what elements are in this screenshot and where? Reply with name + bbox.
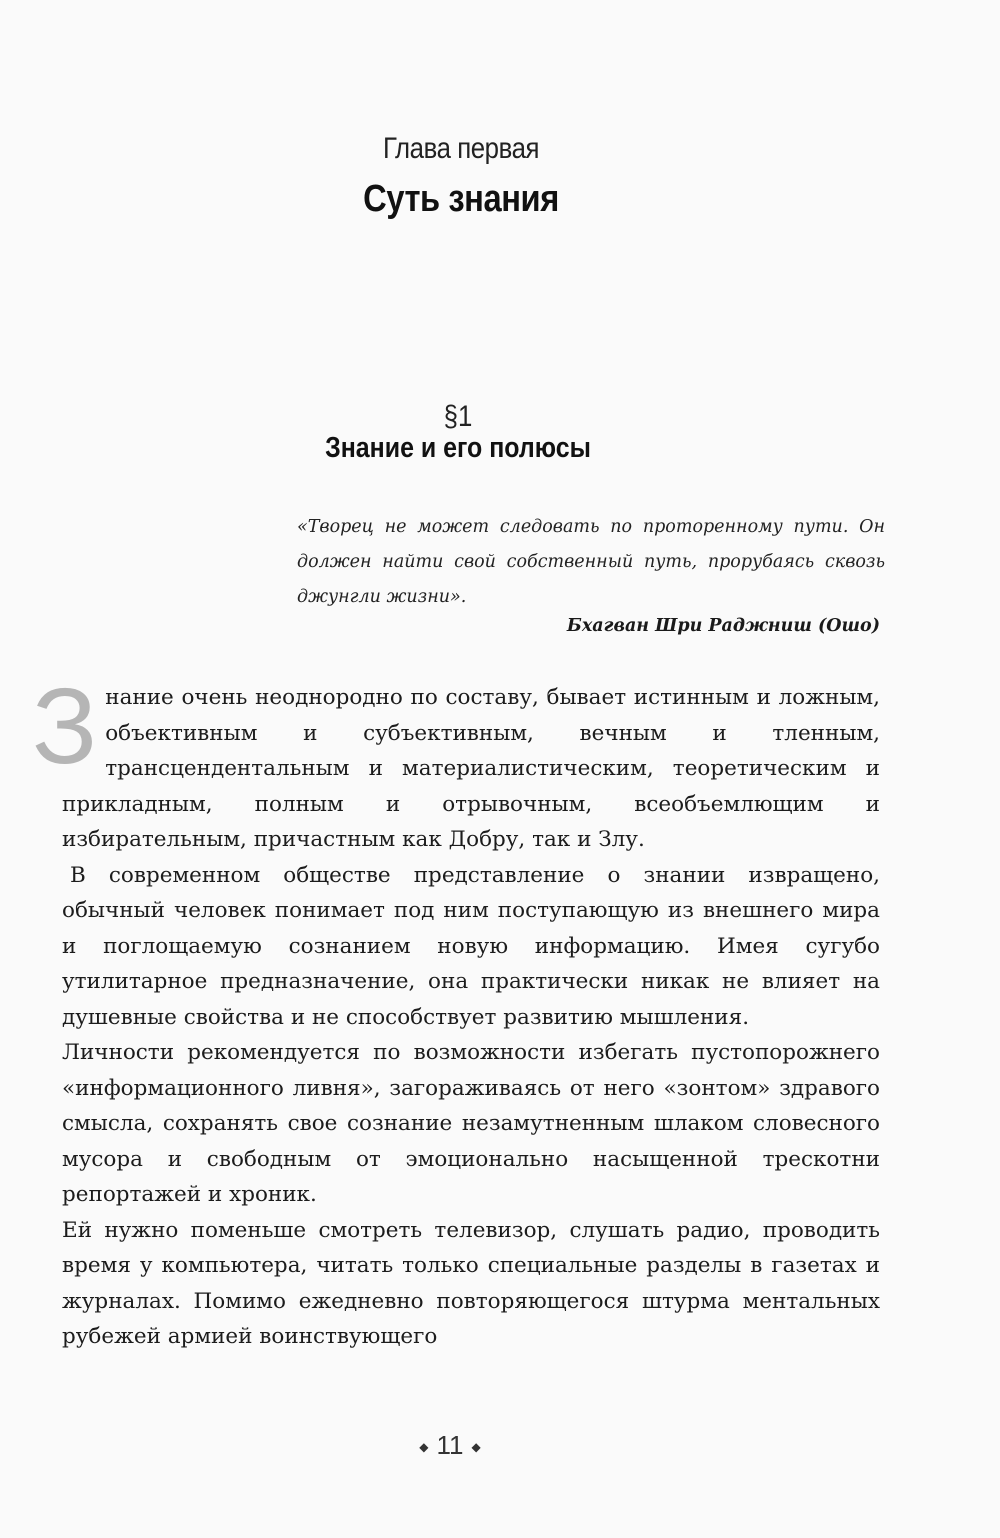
paragraph-2-text: В современном обществе представление о знании извращено, обычный человек понимает под ним поступающую из внешнего мира и поглощаемую сознанием новую информацию. Имея сугубо утилитарное предназначение, она практически никак не влияет на душевные свойства и не способствует развитию мышления. — [62, 862, 880, 1030]
paragraph-1 — [32, 665, 880, 858]
chapter-label: Глава первая — [382, 132, 540, 165]
epigraph-author: Бхагван Шри Раджниш (Ошо) — [566, 616, 880, 636]
paragraph-3 — [62, 1035, 880, 1213]
paragraph-2 — [62, 858, 880, 1036]
page-number-value: 11 — [436, 1430, 464, 1460]
page-number-ornament-left: ◆ — [419, 1440, 429, 1455]
section-title: Знание и его полюсы — [325, 432, 591, 464]
section-number: §1 — [443, 400, 473, 433]
body-text — [32, 665, 880, 1355]
paragraph-4 — [62, 1213, 880, 1355]
dropcap-letter: З — [32, 665, 98, 786]
page-number — [0, 1430, 900, 1461]
paragraph-1-text: нание очень неоднородно по составу, бывает истинным и ложным, объективным и субъективным, вечным и тленным, трансцендентальным и материалистическим, теоретическим и прикладным, полным и отрывочным, всеобъемлющим и избирательным, причастным как Добру, так и Злу. — [62, 685, 880, 852]
page-number-ornament-right: ◆ — [471, 1440, 481, 1455]
chapter-title: Суть знания — [363, 178, 559, 220]
epigraph-quote: «Творец не может следовать по проторенному пути. Он должен найти свой собственный путь, прорубаясь сквозь джунгли жизни». — [297, 517, 885, 607]
paragraph-4-text: Ей нужно поменьше смотреть телевизор, слушать радио, проводить время у компьютера, читать только специальные разделы в газетах и журналах. Помимо ежедневно повторяющегося штурма ментальных рубежей армией воинствующего — [62, 1217, 880, 1349]
paragraph-3-text: Личности рекомендуется по возможности избегать пустопорожнего «информационного ливня», загораживаясь от него «зонтом» здравого смысла, сохранять свое сознание незамутненным шлаком словесного мусора и свободным от эмоционально насыщенной трескотни репортажей и хроник. — [62, 1040, 880, 1207]
